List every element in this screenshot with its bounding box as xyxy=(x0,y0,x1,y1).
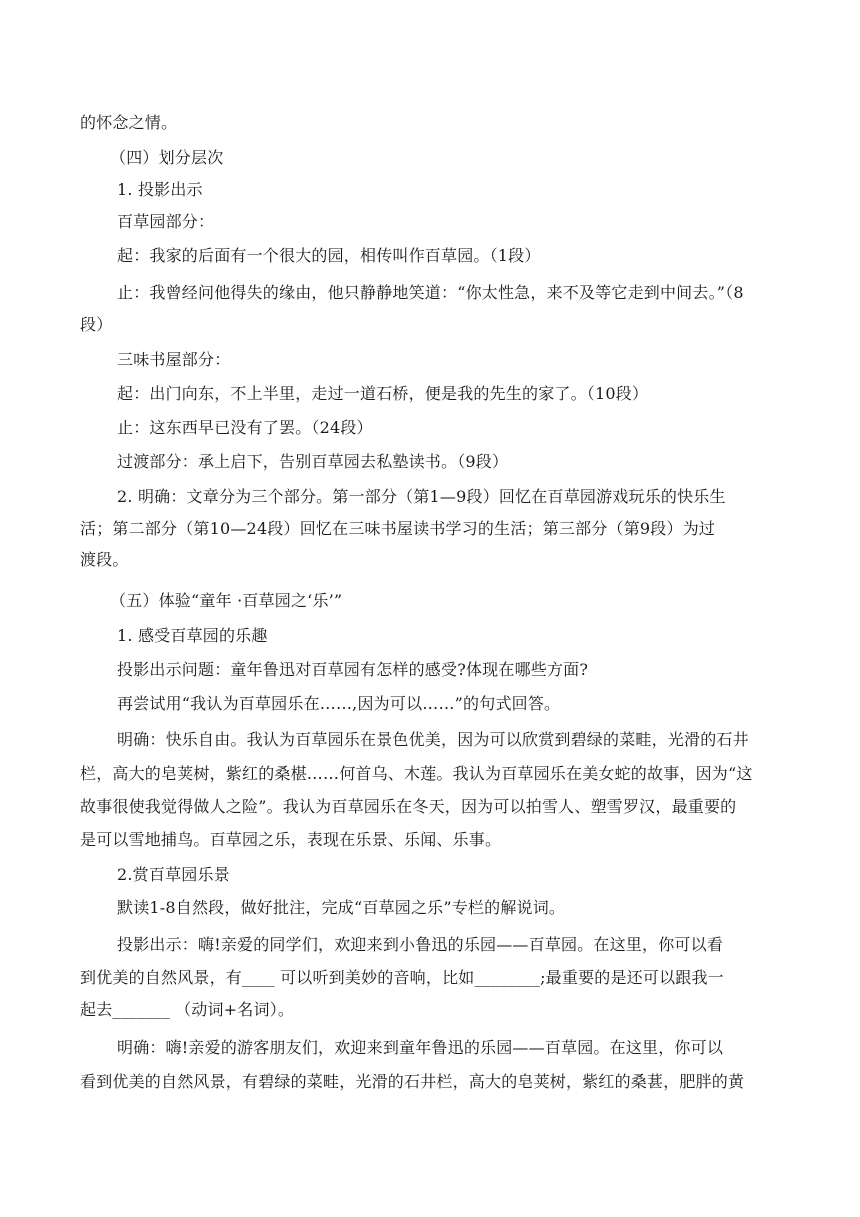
text-line: 起去_______ （动词+名词）。 xyxy=(80,1000,295,1019)
text-line: 再尝试用“我认为百草园乐在……,因为可以……”的句式回答。 xyxy=(117,694,561,713)
text-line: 的怀念之情。 xyxy=(80,113,178,132)
text-line: 段） xyxy=(80,315,113,334)
section-heading: （四）划分层次 xyxy=(110,148,224,167)
text-line: 看到优美的自然风景，有碧绿的菜畦，光滑的石井栏，高大的皂荚树，紫红的桑葚，肥胖的黄 xyxy=(80,1072,745,1091)
text-line: 止：这东西早已没有了罢。（24段） xyxy=(117,418,373,437)
text-line: 活；第二部分（第10—24段）回忆在三味书屋读书学习的生活；第三部分（第9段）为过 xyxy=(80,519,716,538)
text-line: 三味书屋部分： xyxy=(117,350,231,369)
subheading: 1. 感受百草园的乐趣 xyxy=(117,626,268,645)
text-line: 起：我家的后面有一个很大的园，相传叫作百草园。（1段） xyxy=(117,246,541,265)
text-line: 明确：嗨!亲爱的游客朋友们，欢迎来到童年鲁迅的乐园——百草园。在这里，你可以 xyxy=(117,1038,724,1057)
text-line: 故事很使我觉得做人之险”。我认为百草园乐在冬天，因为可以拍雪人、塑雪罗汉，最重要的 xyxy=(80,797,737,816)
section-heading: （五）体验“童年 ·百草园之‘乐’” xyxy=(110,591,343,610)
text-line: 起：出门向东，不上半里，走过一道石桥，便是我的先生的家了。（10段） xyxy=(117,384,649,403)
text-line: 到优美的自然风景，有____ 可以听到美妙的音响，比如________;最重要的是还可以跟我一 xyxy=(80,968,724,987)
text-line: 默读1-8自然段，做好批注，完成“百草园之乐”专栏的解说词。 xyxy=(117,898,566,917)
subheading: 2.赏百草园乐景 xyxy=(117,865,230,884)
text-line: 2. 明确：文章分为三个部分。第一部分（第1—9段）回忆在百草园游戏玩乐的快乐生 xyxy=(117,487,726,506)
text-line: 止：我曾经问他得失的缘由，他只静静地笑道：“你太性急，来不及等它走到中间去。”（8 xyxy=(117,283,744,302)
text-line: 渡段。 xyxy=(80,550,129,569)
text-line: 栏，高大的皂荚树，紫红的桑椹……何首乌、木莲。我认为百草园乐在美女蛇的故事，因为“这 xyxy=(80,764,753,783)
text-line: 明确：快乐自由。我认为百草园乐在景色优美，因为可以欣赏到碧绿的菜畦，光滑的石井 xyxy=(117,730,749,749)
text-line: 百草园部分： xyxy=(117,212,215,231)
subheading: 1. 投影出示 xyxy=(117,180,203,199)
text-line: 过渡部分：承上启下，告别百草园去私塾读书。（9段） xyxy=(117,452,509,471)
text-line: 投影出示问题：童年鲁迅对百草园有怎样的感受?体现在哪些方面? xyxy=(117,660,589,679)
text-line: 投影出示：嗨!亲爱的同学们，欢迎来到小鲁迅的乐园——百草园。在这里，你可以看 xyxy=(117,935,724,954)
text-line: 是可以雪地捕鸟。百草园之乐，表现在乐景、乐闻、乐事。 xyxy=(80,830,502,849)
